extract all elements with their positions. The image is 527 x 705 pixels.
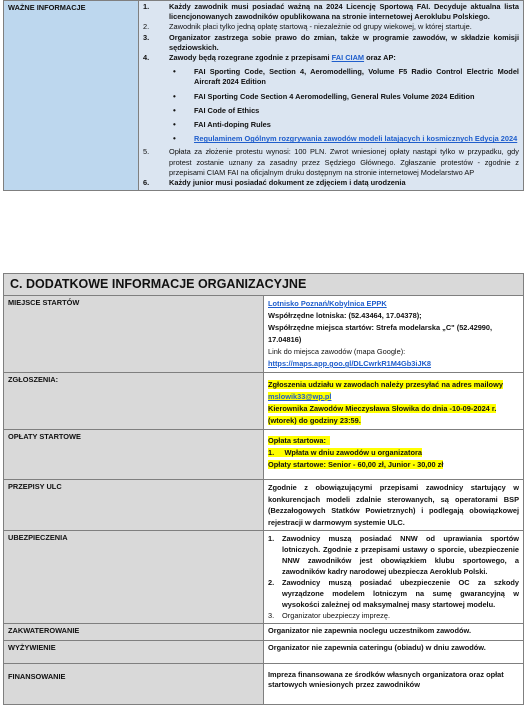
list-item: 1. Zawodnicy muszą posiadać NNW od uprawiania sportów lotniczych. Zgodnie z przepisami ustawy o sporcie, ubezpieczenie NNW zawodników jest obowiązkiem klubu sportowego, a zawodników kadry narodowej ubezpiecza Aeroklub Polski. xyxy=(268,534,519,576)
table-row xyxy=(4,373,524,430)
zakwaterowanie-value: Organizator nie zapewnia noclegu uczestnikom zawodów. xyxy=(264,624,524,641)
miejsce-label: MIEJSCE STARTÓW xyxy=(4,296,264,373)
fai-ciam-link[interactable]: FAI CIAM xyxy=(331,53,365,63)
list-item: 2. Zawodnicy muszą posiadać ubezpieczenie OC za szkody wyrządzone modelem lotniczym na sumę gwarancyjną w wysokości zależnej od maksymalnej masy startowej modelu. xyxy=(268,578,519,609)
section-c-table xyxy=(3,273,524,705)
email-link[interactable]: mslowik33@wp.pl xyxy=(268,392,332,401)
bullet-icon: • xyxy=(173,134,176,144)
bullet-item xyxy=(141,134,519,144)
przepisy-label: PRZEPISY ULC xyxy=(4,480,264,531)
map-link[interactable]: https://maps.app.goo.gl/DLCwrkR1M4Gb3iJK8 xyxy=(268,359,432,368)
bullet-icon: • xyxy=(173,105,176,115)
list-item: 3. Organizator ubezpieczy imprezę. xyxy=(268,611,391,620)
przepisy-value: Zgodnie z obowiązującymi przepisami zawodnicy startujący w konkurencjach modeli zdalnie sterowanych, są operatorami BSP (Bezzałogowych Statków Powietrznych) i podlegają obowiązkowej rejestracji w darmowym systemie ULC. xyxy=(264,480,524,531)
oplaty-label: OPŁATY STARTOWE xyxy=(4,430,264,480)
bullet-icon: • xyxy=(173,120,176,130)
oplaty-value: Opłata startowa: 1. Wpłata w dniu zawodów u organizatora Opłaty startowe: Senior - 60,00 zł, Junior - 30,00 zł xyxy=(264,430,524,480)
list-item: 4. Zawody będą rozegrane zgodnie z przepisami FAI CIAM oraz AP: xyxy=(143,53,396,63)
table-row xyxy=(4,641,524,664)
zgloszenia-label: ZGŁOSZENIA: xyxy=(4,373,264,430)
important-info-table xyxy=(3,0,524,191)
table-row xyxy=(4,430,524,480)
list-item: 6. Każdy junior musi posiadać dokument ze zdjęciem i datą urodzenia xyxy=(143,178,406,188)
bullet-item: • FAI Code of Ethics xyxy=(141,106,519,116)
zgloszenia-value: Zgłoszenia udziału w zawodach należy przesyłać na adres mailowy mslowik33@wp.pl Kierownika Zawodów Mieczysława Słowika do dnia -10-09-2024 r. (wtorek) do godziny 23:59. xyxy=(264,373,524,430)
important-info-content xyxy=(139,1,524,191)
table-row xyxy=(4,624,524,641)
ubezpieczenia-label: UBEZPIECZENIA xyxy=(4,531,264,624)
important-info-label: WAŻNE INFORMACJE xyxy=(4,1,139,191)
list-item: 1. Każdy zawodnik musi posiadać ważną na 2024 Licencję Sportową FAI. Decyduje aktualna lista licencjonowanych zawodników opublikowana na stronie internetowej Aeroklubu Polskiego. xyxy=(143,2,519,22)
airport-link[interactable]: Lotnisko Poznań/Kobylnica EPPK xyxy=(268,299,387,308)
bullet-icon: • xyxy=(173,67,176,77)
finansowanie-label: FINANSOWANIE xyxy=(4,664,264,705)
section-c-title: C. DODATKOWE INFORMACJE ORGANIZACYJNE xyxy=(4,274,524,296)
table-row xyxy=(4,296,524,373)
miejsce-value: Lotnisko Poznań/Kobylnica EPPK Współrzędne lotniska: (52.43464, 17.04378); Współrzędne miejsca startów: Strefa modelarska „C" (52.42990, 17.04816) Link do miejsca zawodów (mapa Google): https://maps.app.goo.gl/DLCwrkR1M4Gb3iJK8 xyxy=(264,296,524,373)
wyzywienie-label: WYŻYWIENIE xyxy=(4,641,264,664)
bullet-icon: • xyxy=(173,91,176,101)
bullet-item: • FAI Sporting Code Section 4 Aeromodelling, General Rules Volume 2024 Edition xyxy=(141,92,519,102)
zakwaterowanie-label: ZAKWATEROWANIE xyxy=(4,624,264,641)
table-row xyxy=(4,480,524,531)
table-row xyxy=(4,531,524,624)
list-item: 3. Organizator zastrzega sobie prawo do zmian, także w programie zawodów, w składzie komisji sędziowskich. xyxy=(143,32,519,52)
ubezpieczenia-value xyxy=(264,531,524,624)
regulamin-link[interactable]: Regulaminem Ogólnym rozgrywania zawodów modeli latających i kosmicznych Edycja 2024 xyxy=(194,134,518,144)
list-item: 5. Opłata za złożenie protestu wynosi: 100 PLN. Zwrot wniesionej opłaty nastąpi tylko w przypadku, gdy protest zostanie uznany za zasadny przez Sędziego Głównego. Zgłaszanie protestów - zgodnie z przepisami CIAM FAI na oficjalnym druku dostępnym na stronie internetowej Modelarstwo AP xyxy=(143,147,519,177)
finansowanie-value: Impreza finansowana ze środków własnych organizatora oraz opłat startowych wniesionych przez zawodników xyxy=(264,664,524,705)
table-row xyxy=(4,664,524,705)
wyzywienie-value: Organizator nie zapewnia cateringu (obiadu) w dniu zawodów. xyxy=(264,641,524,664)
bullet-item: • FAI Sporting Code, Section 4, Aeromodelling, Volume F5 Radio Control Electric Model Aircraft 2024 Edition xyxy=(141,67,519,87)
bullet-item: • FAI Anti-doping Rules xyxy=(141,120,519,130)
list-item: 2. Zawodnik płaci tylko jedną opłatę startową - niezależnie od grupy wiekowej, w której startuje. xyxy=(143,22,472,32)
